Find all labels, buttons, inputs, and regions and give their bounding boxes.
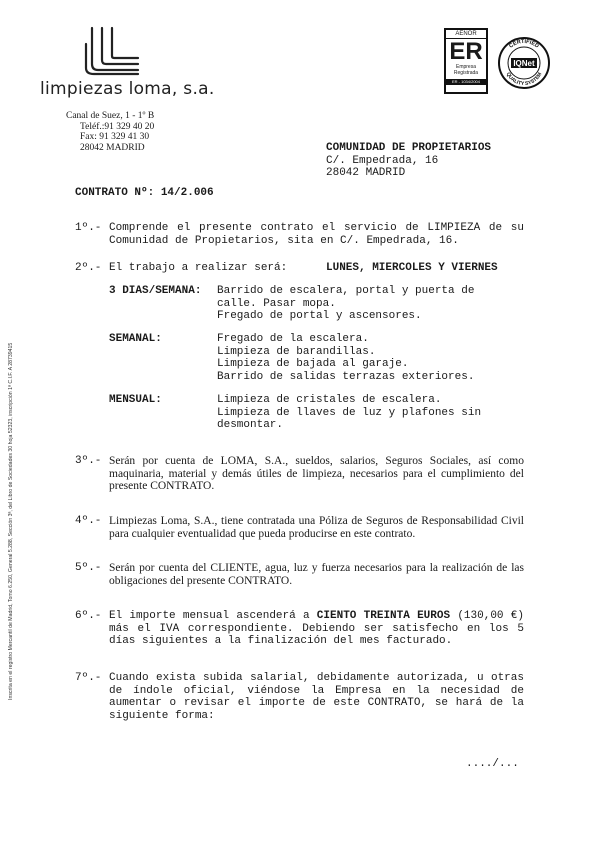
phone-line: Teléf.:91 329 40 20 xyxy=(80,121,155,132)
clause-6-amount: CIENTO TREINTA EUROS xyxy=(316,610,451,622)
clause-4-number: 4º.- xyxy=(75,515,102,527)
schedule-label-monthly: MENSUAL: xyxy=(109,394,162,406)
schedule-label-3-days: 3 DIAS/SEMANA: xyxy=(109,285,202,297)
task-line: desmontar. xyxy=(217,419,284,431)
clause-5-text: Serán por cuenta del CLIENTE, agua, luz y fuerza necesarios para la realización de las obligaciones del presente CONTRATO. xyxy=(109,562,524,587)
task-line: calle. Pasar mopa. xyxy=(217,297,336,310)
clause-7-number: 7º.- xyxy=(75,672,102,684)
schedule-tasks-weekly xyxy=(217,333,474,383)
iqnet-ring-bottom: QUALITY SYSTEM xyxy=(504,71,544,88)
task-line: Fregado de la escalera. xyxy=(217,333,369,345)
clause-3-number: 3º.- xyxy=(75,455,102,467)
company-address xyxy=(66,111,154,153)
registration-side-text: Inscrita en el registro Mercantil de Madrid, Tomo 6.250, General 5.288, Sección 3ª, del Libro de Sociedades 30 hoja 52323, inscripción 1ª C.I.F. A 28739415 xyxy=(8,342,14,700)
clause-1-number: 1º.- xyxy=(75,222,102,234)
clause-4-text: Limpiezas Loma, S.A., tiene contratada una Póliza de Seguros de Responsabilidad Civil para cualquier eventualidad que pueda producirse en este contrato. xyxy=(109,515,524,540)
task-line: Limpieza de cristales de escalera. xyxy=(217,394,442,406)
company-logo xyxy=(84,24,144,76)
recipient-block xyxy=(326,142,491,180)
clause-6-number: 6º.- xyxy=(75,610,102,622)
clause-6-text xyxy=(109,610,524,648)
schedule-label-weekly: SEMANAL: xyxy=(109,333,162,345)
aenor-header: AENOR xyxy=(446,30,486,39)
recipient-city: 28042 MADRID xyxy=(326,167,406,179)
clause-1-text: Comprende el presente contrato el servicio de LIMPIEZA de su Comunidad de Propietarios, sita en C/. Empedrada, 16. xyxy=(109,222,524,247)
aenor-number: ER - 1034/2004 xyxy=(446,79,486,85)
company-name: limpiezas loma, s.a. xyxy=(40,79,215,99)
clause-2-number: 2º.- xyxy=(75,262,102,274)
aenor-certification-badge xyxy=(444,28,488,94)
contract-number: CONTRATO Nº: 14/2.006 xyxy=(75,187,214,199)
schedule-tasks-3-days xyxy=(217,285,474,323)
schedule-tasks-monthly xyxy=(217,394,525,432)
aenor-line2: Registrada xyxy=(453,69,479,76)
clause-6-post: (130,00 €) más el IVA correspondiente. Debiendo ser satisfecho en los 5 días siguientes a la finalización del mes facturado. xyxy=(109,610,524,647)
task-line: Barrido de escalera, portal y puerta de xyxy=(217,285,475,297)
clause-5-number: 5º.- xyxy=(75,562,102,574)
clause-2-text: El trabajo a realizar será: xyxy=(109,262,288,274)
task-line: Limpieza de llaves de luz y plafones sin xyxy=(217,406,482,419)
task-line: Barrido de salidas terrazas exteriores. xyxy=(217,370,475,383)
city-line: 28042 MADRID xyxy=(80,142,145,153)
aenor-er-mark: ER xyxy=(449,38,483,65)
clause-3-text: Serán por cuenta de LOMA, S.A., sueldos, salarios, Seguros Sociales, así como maquinaria, material y demás útiles de limpieza, necesarios para el cumplimiento del presente CONTRATO. xyxy=(109,455,524,492)
aenor-line1: Empresa xyxy=(455,64,476,70)
continuation-mark: ..../... xyxy=(466,758,519,770)
recipient-street: C/. Empedrada, 16 xyxy=(326,154,439,167)
task-line: Limpieza de barandillas. xyxy=(217,345,376,358)
clause-6-pre: El importe mensual ascenderá a xyxy=(109,610,310,622)
recipient-name: COMUNIDAD DE PROPIETARIOS xyxy=(326,142,492,154)
clause-7-text: Cuando exista subida salarial, debidamente autorizada, u otras de índole oficial, viéndose la Empresa en la necesidad de aumentar o revisar el importe de este CONTRATO, se hará de la siguiente forma: xyxy=(109,672,524,722)
clause-2-days: LUNES, MIERCOLES Y VIERNES xyxy=(326,262,498,274)
address-line: Canal de Suez, 1 - 1º B xyxy=(66,111,155,121)
iqnet-ring-top: CERTIFIED xyxy=(508,38,540,50)
iqnet-label: IQNet xyxy=(513,59,535,68)
fax-line: Fax: 91 329 41 30 xyxy=(80,132,150,142)
iqnet-certification-badge xyxy=(497,36,551,90)
task-line: Limpieza de bajada al garaje. xyxy=(217,358,409,370)
task-line: Fregado de portal y ascensores. xyxy=(217,310,422,322)
